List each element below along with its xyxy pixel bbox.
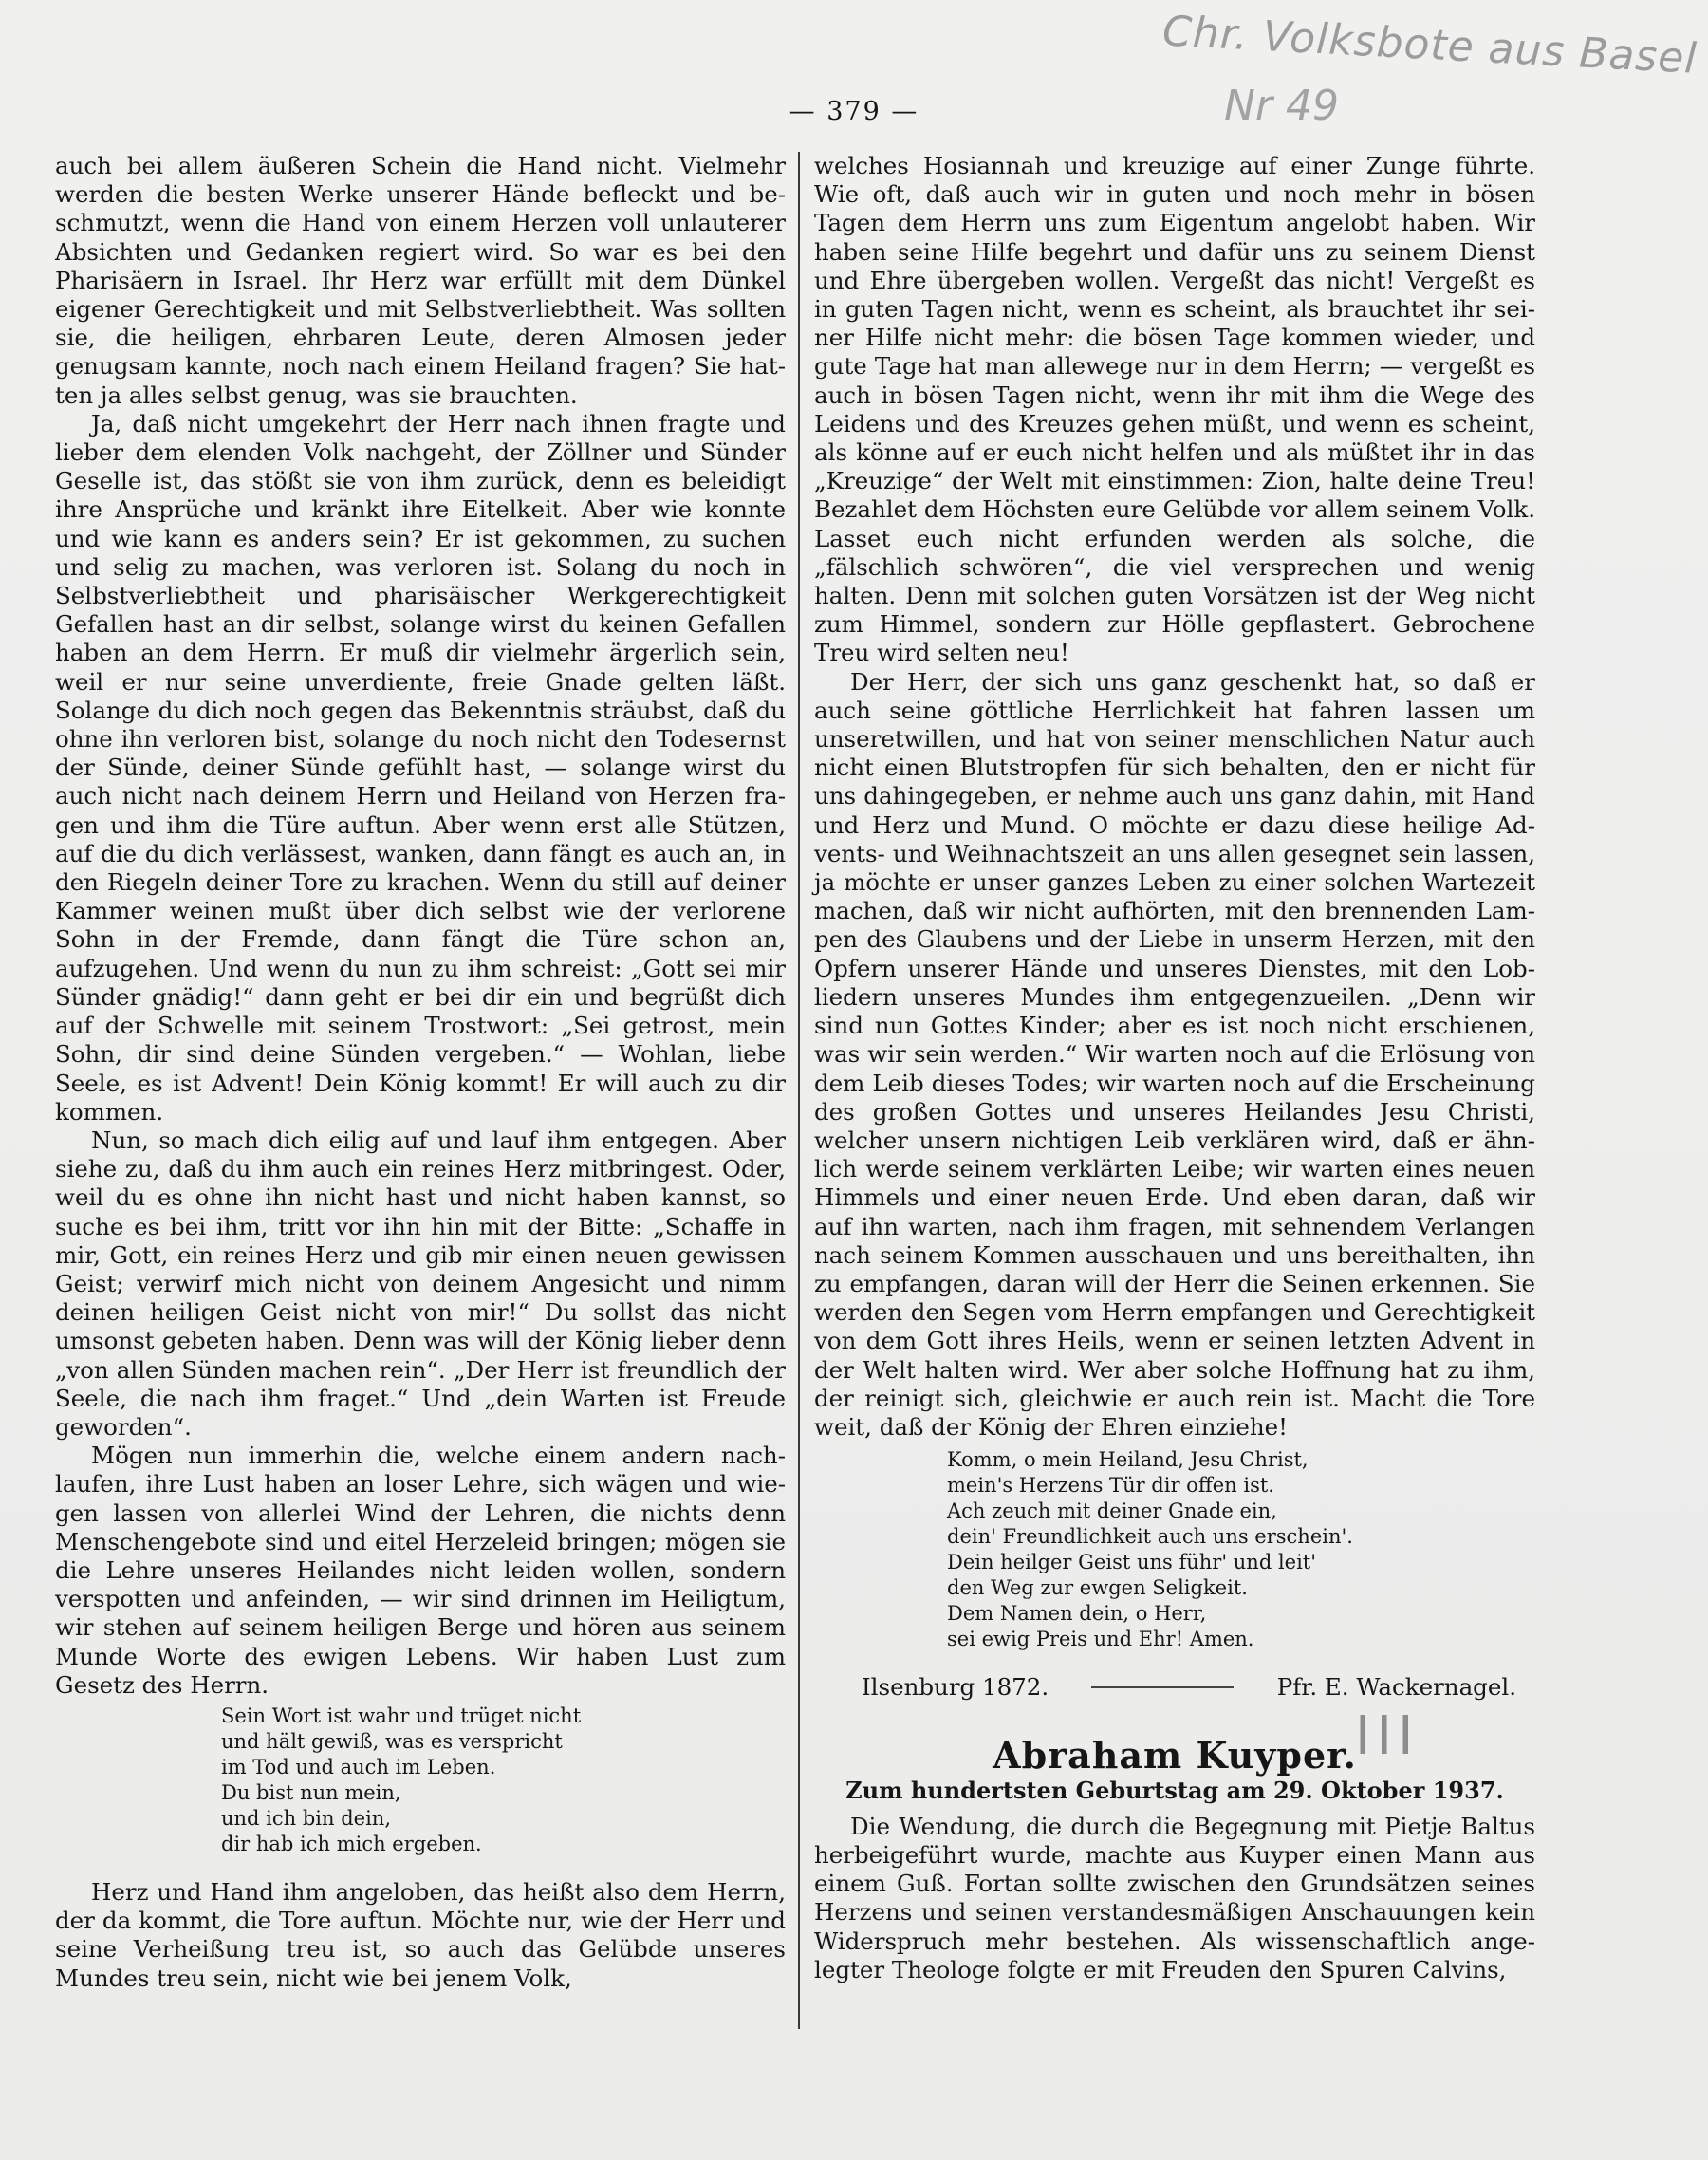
hymn-verse-right (814, 1447, 1535, 1652)
left-paragraph-3: Nun, so mach dich eilig auf und lauf ihm entgegen. Aber siehe zu, daß du ihm auch ein reines Herz mitbringest. Oder, weil du es ohne ihn nicht hast und nicht haben kannst, so suche es bei ihm, tritt vor ihn hin mit der Bitte: „Schaffe in mir, Gott, ein reines Herz und gib mir einen neuen gewissen Geist; verwirf mich nicht von deinem Angesicht und nimm deinen heiligen Geist nicht von mir!“ Du sollst das nicht umsonst gebeten haben. Denn was will der König lieber denn „von allen Sünden machen rein“. „Der Herr ist freundlich der Seele, die nach ihm fraget.“ Und „dein Warten ist Freude geworden“. (55, 1126, 786, 1441)
article-title-text: Abraham Kuyper. (993, 1734, 1357, 1778)
left-column (55, 152, 786, 1993)
signature-author: Pfr. E. Wackernagel. (1276, 1673, 1516, 1702)
hymn-line: Ach zeuch mit deiner Gnade ein, (947, 1499, 1277, 1523)
signature-place-date: Ilsenburg 1872. (862, 1673, 1049, 1702)
hymn-line: Sein Wort ist wahr und trüget nicht (221, 1704, 582, 1727)
hymn-line: dir hab ich mich ergeben. (221, 1832, 482, 1855)
handwritten-source-note: Chr. Volksbote aus Basel (1160, 7, 1699, 84)
hymn-line: Du bist nun mein, (221, 1780, 401, 1804)
page-number: — 379 — (789, 97, 919, 126)
hymn-line: Dein heilger Geist uns führ' und leit' (947, 1551, 1317, 1574)
article-paragraph: Die Wendung, die durch die Begegnung mit Pietje Baltus herbeigeführt wurde, machte aus Kuyper einen Mann aus einem Guß. Fortan sollte zwischen den Grundsätzen seines Herzens und seinen verstandesmäßigen Anschauungen kein Widerspruch mehr bestehen. Als wissenschaftlich angelegter Theologe folgte er mit Freuden den Spuren Calvins, (814, 1812, 1535, 1983)
hymn-line: Dem Namen dein, o Herr, (947, 1602, 1207, 1626)
right-column (814, 152, 1535, 1984)
handwritten-number-note: Nr 49 (1224, 82, 1339, 130)
hymn-line: dein' Freundlichkeit auch uns erschein'. (947, 1525, 1353, 1549)
left-closing-paragraph: Herz und Hand ihm angeloben, das heißt also dem Herrn, der da kommt, die Tore auftun. Möchte nur, wie der Herr und seine Verheißung treu ist, so auch das Gelübde unseres Mundes treu sein, nicht wie bei jenem Volk, (55, 1877, 786, 1992)
article-title (814, 1705, 1535, 1778)
hymn-line: sei ewig Preis und Ehr! Amen. (947, 1628, 1254, 1651)
hymn-line: und ich bin dein, (221, 1806, 391, 1830)
signature-rule (1091, 1686, 1234, 1688)
right-paragraph-2: Der Herr, der sich uns ganz geschenkt hat, so daß er auch seine göttliche Herrlichkeit hat fahren lassen um unseretwillen, und hat von seiner menschlichen Natur auch nicht einen Blutstropfen für sich behalten, den er nicht für uns dahingegeben, er nehme auch uns ganz dahin, mit Hand und Herz und Mund. O möchte er dazu diese heilige Advents- und Weihnachtszeit an uns allen gesegnet sein lassen, ja möchte er unser ganzes Leben zu einer solchen Wartezeit machen, daß wir nicht aufhörten, mit den brennenden Lampen des Glaubens und der Liebe in unserm Herzen, mit den Opfern unserer Hände und unseres Dienstes, mit den Lobliedern unseres Mundes ihm entgegenzueilen. „Denn wir sind nun Gottes Kinder; aber es ist noch nicht erschienen, was wir sein werden.“ Wir warten noch auf die Erlösung von dem Leib dieses Todes; wir warten noch auf die Erscheinung des großen Gottes und unseres Heilandes Jesu Christi, welcher unsern nichtigen Leib verklären wird, daß er ähnlich werde seinem verklärten Leibe; wir warten eines neuen Himmels und einer neuen Erde. Und eben daran, daß wir auf ihn warten, nach ihm fragen, mit sehnendem Verlangen nach seinem Kommen ausschauen und uns bereithalten, ihn zu empfangen, daran will der Herr die Seinen erkennen. Sie werden den Segen vom Herrn empfangen und Gerechtigkeit von dem Gott ihres Heils, wenn er seinen letzten Advent in der Welt halten wird. Wer aber solche Hoffnung hat zu ihm, der reinigt sich, gleichwie er auch rein ist. Macht die Tore weit, daß der König der Ehren einziehe! (814, 667, 1535, 1441)
hymn-line: mein's Herzens Tür dir offen ist. (947, 1474, 1274, 1498)
handwritten-title-mark: III (1355, 1705, 1420, 1768)
left-paragraph-4: Mögen nun immerhin die, welche einem andern nachlaufen, ihre Lust haben an loser Lehre, sich wägen und wiegen lassen von allerlei Wind der Lehren, die nichts denn Menschengebote sind und eitel Herzeleid bringen; mögen sie die Lehre unseres Heilandes nicht leiden wollen, sondern verspotten und anfeinden, — wir sind drinnen im Heiligtum, wir stehen auf seinem heiligen Berge und hören aus seinem Munde Worte des ewigen Lebens. Wir haben Lust zum Gesetz des Herrn. (55, 1442, 786, 1699)
left-paragraph-1: auch bei allem äußeren Schein die Hand nicht. Vielmehr werden die besten Werke unserer Hände befleckt und beschmutzt, wenn die Hand von einem Herzen voll unlauterer Absichten und Gedanken regiert wird. So war es bei den Pharisäern in Israel. Ihr Herz war erfüllt mit dem Dünkel eigener Gerechtigkeit und mit Selbstverliebtheit. Was sollten sie, die heiligen, ehrbaren Leute, deren Almosen jeder genugsam kannte, noch nach einem Heiland fragen? Sie hatten ja alles selbst genug, was sie brauchten. (55, 152, 786, 409)
hymn-line: Komm, o mein Heiland, Jesu Christ, (947, 1448, 1309, 1472)
left-paragraph-2: Ja, daß nicht umgekehrt der Herr nach ihnen fragte und lieber dem elenden Volk nachgeht, der Zöllner und Sünder Geselle ist, das stößt sie von ihm zurück, denn es beleidigt ihre Ansprüche und kränkt ihre Eitelkeit. Aber wie konnte und wie kann es anders sein? Er ist gekommen, zu suchen und selig zu machen, was verloren ist. Solang du noch in Selbstverliebtheit und pharisäischer Werkgerechtigkeit Gefallen hast an dir selbst, solange wirst du keinen Gefallen haben an dem Herrn. Er muß dir vielmehr ärgerlich sein, weil er nur seine unverdiente, freie Gnade gelten läßt. Solange du dich noch gegen das Bekenntnis sträubst, daß du ohne ihn verloren bist, solange du noch nicht den Todesernst der Sünde, deiner Sünde gefühlt hast, — solange wirst du auch nicht nach deinem Herrn und Heiland von Herzen fragen und ihm die Türe auftun. Aber wenn erst alle Stützen, auf die du dich verlässest, wanken, dann fängt es auch an, in den Riegeln deiner Tore zu krachen. Wenn du still auf deiner Kammer weinen mußt über dich selbst wie der verlorene Sohn in der Fremde, dann fängt die Türe schon an, aufzugehen. Und wenn du nun zu ihm schreist: „Gott sei mir Sünder gnädig!“ dann geht er bei dir ein und begrüßt dich auf der Schwelle mit seinem Trostwort: „Sei getrost, mein Sohn, dir sind deine Sünden vergeben.“ — Wohlan, liebe Seele, es ist Advent! Dein König kommt! Er will auch zu dir kommen. (55, 409, 786, 1126)
signature-line (814, 1673, 1535, 1702)
hymn-line: und hält gewiß, was es verspricht (221, 1729, 563, 1753)
hymn-line: den Weg zur ewgen Seligkeit. (947, 1576, 1248, 1600)
column-divider (798, 152, 800, 2029)
right-paragraph-1: welches Hosiannah und kreuzige auf einer Zunge führte. Wie oft, daß auch wir in guten und noch mehr in bösen Tagen dem Herrn uns zum Eigentum angelobt haben. Wir haben seine Hilfe begehrt und dafür uns zu seinem Dienst und Ehre übergeben wollen. Vergeßt das nicht! Vergeßt es in guten Tagen nicht, wenn es scheint, als brauchtet ihr seiner Hilfe nicht mehr: die bösen Tage kommen wieder, und gute Tage hat man allewege nur in dem Herrn; — vergeßt es auch in bösen Tagen nicht, wenn ihr mit ihm die Wege des Leidens und des Kreuzes gehen müßt, und wenn es scheint, als könne auf er euch nicht helfen und als müßtet ihr in das „Kreuzige“ der Welt mit einstimmen: Zion, halte deine Treu! Bezahlet dem Höchsten eure Gelübde vor allem seinem Volk. Lasset euch nicht erfunden werden als solche, die „fälschlich schwören“, die viel versprechen und wenig halten. Denn mit solchen guten Vorsätzen ist der Weg nicht zum Himmel, sondern zur Hölle gepflastert. Gebrochene Treu wird selten neu! (814, 152, 1535, 667)
hymn-line: im Tod und auch im Leben. (221, 1755, 496, 1778)
article-subtitle: Zum hundertsten Geburtstag am 29. Oktober 1937. (845, 1776, 1504, 1804)
hymn-verse-left (55, 1704, 786, 1857)
